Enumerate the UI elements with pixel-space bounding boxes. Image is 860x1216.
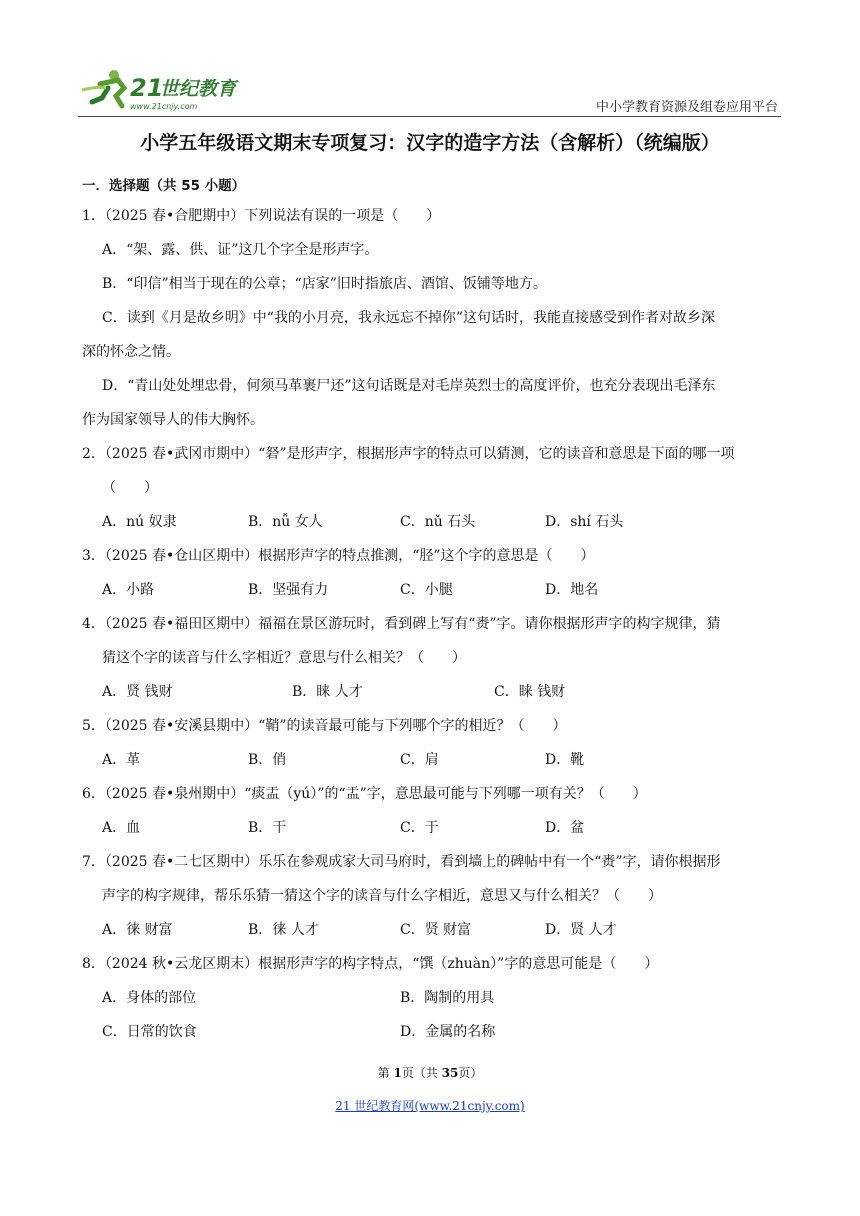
platform-label: 中小学教育资源及组卷应用平台: [595, 100, 778, 115]
question-8-option-b: B．陶制的用具: [400, 990, 495, 1006]
question-1-option-a: A．“架、露、供、证”这几个字全是形声字。: [102, 242, 379, 258]
question-8-stem: 8．（2024 秋•云龙区期末）根据形声字的构字特点，“馔（zhuàn）”字的意思可能是（ ）: [82, 956, 659, 972]
question-4-stem-cont: 猜这个字的读音与什么字相近？意思与什么相关？（ ）: [102, 650, 466, 666]
question-7-stem: 7．（2025 春•二七区期中）乐乐在参观成家大司马府时，看到墙上的碑帖中有一个“赉”字，请你根据形: [82, 854, 721, 870]
question-4-stem: 4．（2025 春•福田区期中）福福在景区游玩时，看到碑上写有“赉”字。请你根据形声字的构字规律，猜: [82, 616, 721, 632]
section-heading: 一．选择题（共 55 小题）: [82, 178, 246, 194]
question-5-option-a: A．革: [102, 752, 141, 768]
svg-text:世纪教育: 世纪教育: [160, 78, 237, 100]
question-1-option-c: C．读到《月是故乡明》中“我的小月亮，我永远忘不掉你”这句话时，我能直接感受到作者对故乡深: [102, 310, 716, 326]
current-page: 1: [393, 1066, 402, 1080]
question-1-option-c-cont: 深的怀念之情。: [82, 344, 180, 360]
question-1-option-b: B．“印信”相当于现在的公章；“店家”旧时指旅店、酒馆、饭铺等地方。: [102, 276, 547, 292]
question-7-stem-cont: 声字的构字规律，帮乐乐猜一猜这个字的读音与什么字相近，意思又与什么相关？（ ）: [102, 888, 662, 904]
question-2-option-b: B．nǚ 女人: [248, 514, 323, 530]
page-title: 小学五年级语文期末专项复习：汉字的造字方法（含解析）（统编版）: [140, 132, 720, 154]
question-1-option-d-cont: 作为国家领导人的伟大胸怀。: [82, 412, 264, 428]
question-6-stem: 6．（2025 春•泉州期中）“痰盂（yú）”的“盂”字，意思最可能与下列哪一项有关？（ ）: [82, 786, 647, 802]
question-7-option-a: A．徕 财富: [102, 922, 173, 938]
question-6-option-d: D．盆: [545, 820, 585, 836]
logo-url: www.21cnjy.com: [130, 102, 198, 111]
question-8-option-d: D．金属的名称: [400, 1024, 496, 1040]
question-4-option-c: C．睐 钱财: [494, 684, 566, 700]
question-2-option-a: A．nú 奴隶: [102, 514, 177, 530]
question-8-option-a: A．身体的部位: [102, 990, 197, 1006]
question-4-option-a: A．贤 钱财: [102, 684, 173, 700]
question-5-stem: 5．（2025 春•安溪县期中）“鞘”的读音最可能与下列哪个字的相近？（ ）: [82, 718, 567, 734]
total-pages: 35: [441, 1066, 459, 1080]
svg-text:21: 21: [130, 74, 164, 102]
question-7-option-d: D．贤 人才: [545, 922, 617, 938]
question-8-option-c: C．日常的饮食: [102, 1024, 197, 1040]
question-2-stem: 2．（2025 春•武冈市期中）“砮”是形声字，根据形声字的特点可以猜测，它的读音和意思是下面的哪一项: [82, 446, 735, 462]
question-4-option-b: B．睐 人才: [292, 684, 363, 700]
question-6-option-b: B．干: [248, 820, 287, 836]
question-5-option-b: B．俏: [248, 752, 287, 768]
header-rule: [78, 116, 781, 117]
question-3-option-c: C．小腿: [400, 582, 453, 598]
page-header: [78, 66, 778, 116]
question-7-option-c: C．贤 财富: [400, 922, 472, 938]
question-3-option-b: B．坚强有力: [248, 582, 329, 598]
21cnjy-logo: [78, 66, 258, 114]
question-3-option-d: D．地名: [545, 582, 599, 598]
question-6-option-c: C．于: [400, 820, 439, 836]
footer-site-link[interactable]: 21 世纪教育网(www.21cnjy.com): [335, 1099, 525, 1113]
question-3-option-a: A．小路: [102, 582, 155, 598]
question-1-option-d: D．“青山处处埋忠骨，何须马革裹尸还”这句话既是对毛岸英烈士的高度评价，也充分表现出毛泽东: [102, 378, 716, 394]
question-2-stem-cont: （ ）: [102, 480, 158, 496]
question-6-option-a: A．血: [102, 820, 141, 836]
page-number: 第 1页（共 35页）: [377, 1066, 483, 1080]
question-5-option-c: C．肩: [400, 752, 439, 768]
question-2-option-d: D．shí 石头: [545, 514, 624, 530]
question-7-option-b: B．徕 人才: [248, 922, 319, 938]
question-2-option-c: C．nǔ 石头: [400, 514, 476, 530]
question-5-option-d: D．靴: [545, 752, 585, 768]
question-1-stem: 1．（2025 春•合肥期中）下列说法有误的一项是（ ）: [82, 208, 441, 224]
question-3-stem: 3．（2025 春•仓山区期中）根据形声字的特点推测，“胫”这个字的意思是（ ）: [82, 548, 595, 564]
